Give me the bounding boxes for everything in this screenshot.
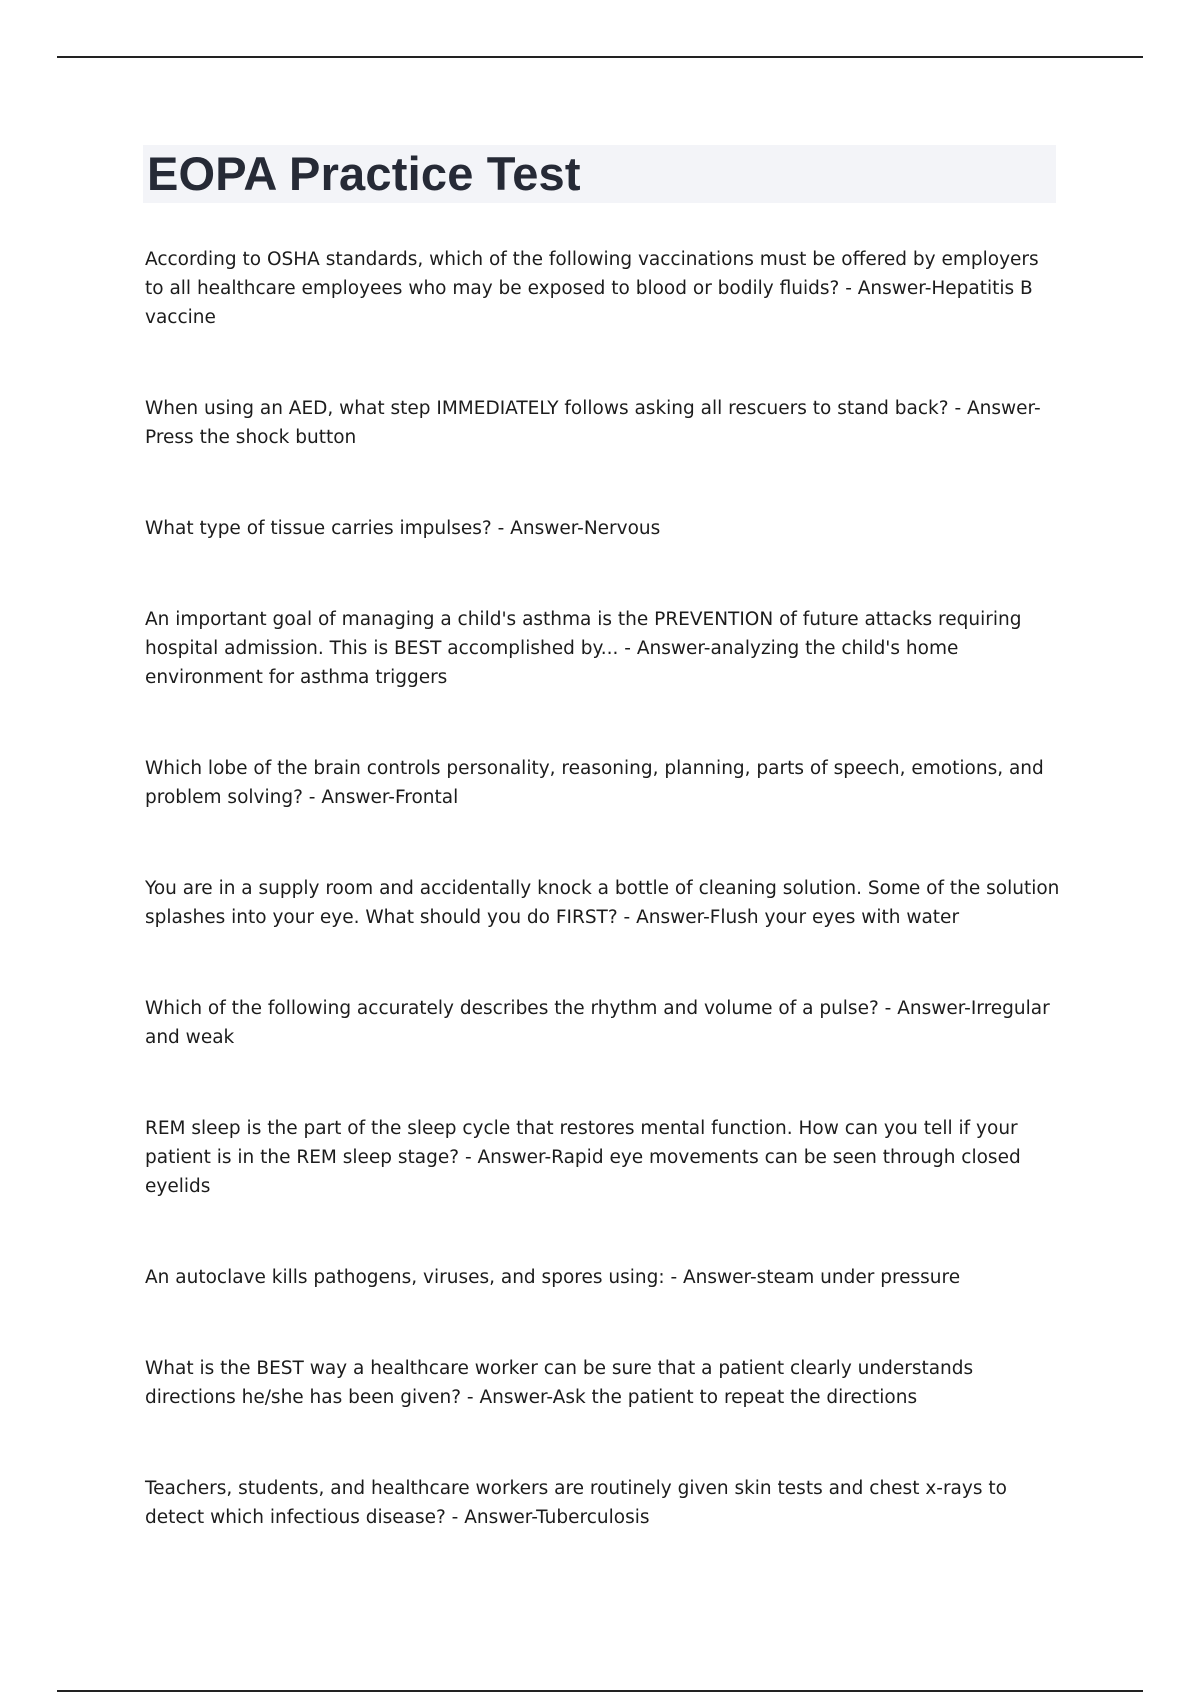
qa-item: What is the BEST way a healthcare worker can be sure that a patient clearly understands directions he/she has been given? - Answer-Ask the patient to repeat the directions: [145, 1358, 974, 1408]
page-title: EOPA Practice Test: [147, 147, 581, 200]
qa-item: An autoclave kills pathogens, viruses, and spores using: - Answer-steam under pressure: [145, 1267, 961, 1288]
top-rule: [57, 56, 1143, 58]
qa-list: [145, 245, 1063, 1532]
qa-item: Which of the following accurately describes the rhythm and volume of a pulse? - Answer-Irregular and weak: [145, 998, 1050, 1048]
qa-item: REM sleep is the part of the sleep cycle that restores mental function. How can you tell if your patient is in the REM sleep stage? - Answer-Rapid eye movements can be seen through closed eyelids: [145, 1118, 1021, 1197]
qa-item: According to OSHA standards, which of the following vaccinations must be offered by employers to all healthcare employees who may be exposed to blood or bodily fluids? - Answer-Hepatitis B vaccine: [145, 249, 1039, 328]
qa-item: Which lobe of the brain controls personality, reasoning, planning, parts of speech, emotions, and problem solving? - Answer-Frontal: [145, 758, 1044, 808]
qa-item: You are in a supply room and accidentally knock a bottle of cleaning solution. Some of the solution splashes into your eye. What should you do FIRST? - Answer-Flush your eyes with water: [145, 878, 1060, 928]
bottom-rule: [57, 1690, 1143, 1692]
qa-item: What type of tissue carries impulses? - Answer-Nervous: [145, 518, 661, 539]
qa-item: When using an AED, what step IMMEDIATELY follows asking all rescuers to stand back? - Answer-Press the shock button: [145, 398, 1041, 448]
qa-item: Teachers, students, and healthcare workers are routinely given skin tests and chest x-rays to detect which infectious disease? - Answer-Tuberculosis: [145, 1478, 1007, 1528]
qa-item: An important goal of managing a child's asthma is the PREVENTION of future attacks requiring hospital admission. This is BEST accomplished by... - Answer-analyzing the child's home environment for asthma triggers: [145, 609, 1022, 688]
